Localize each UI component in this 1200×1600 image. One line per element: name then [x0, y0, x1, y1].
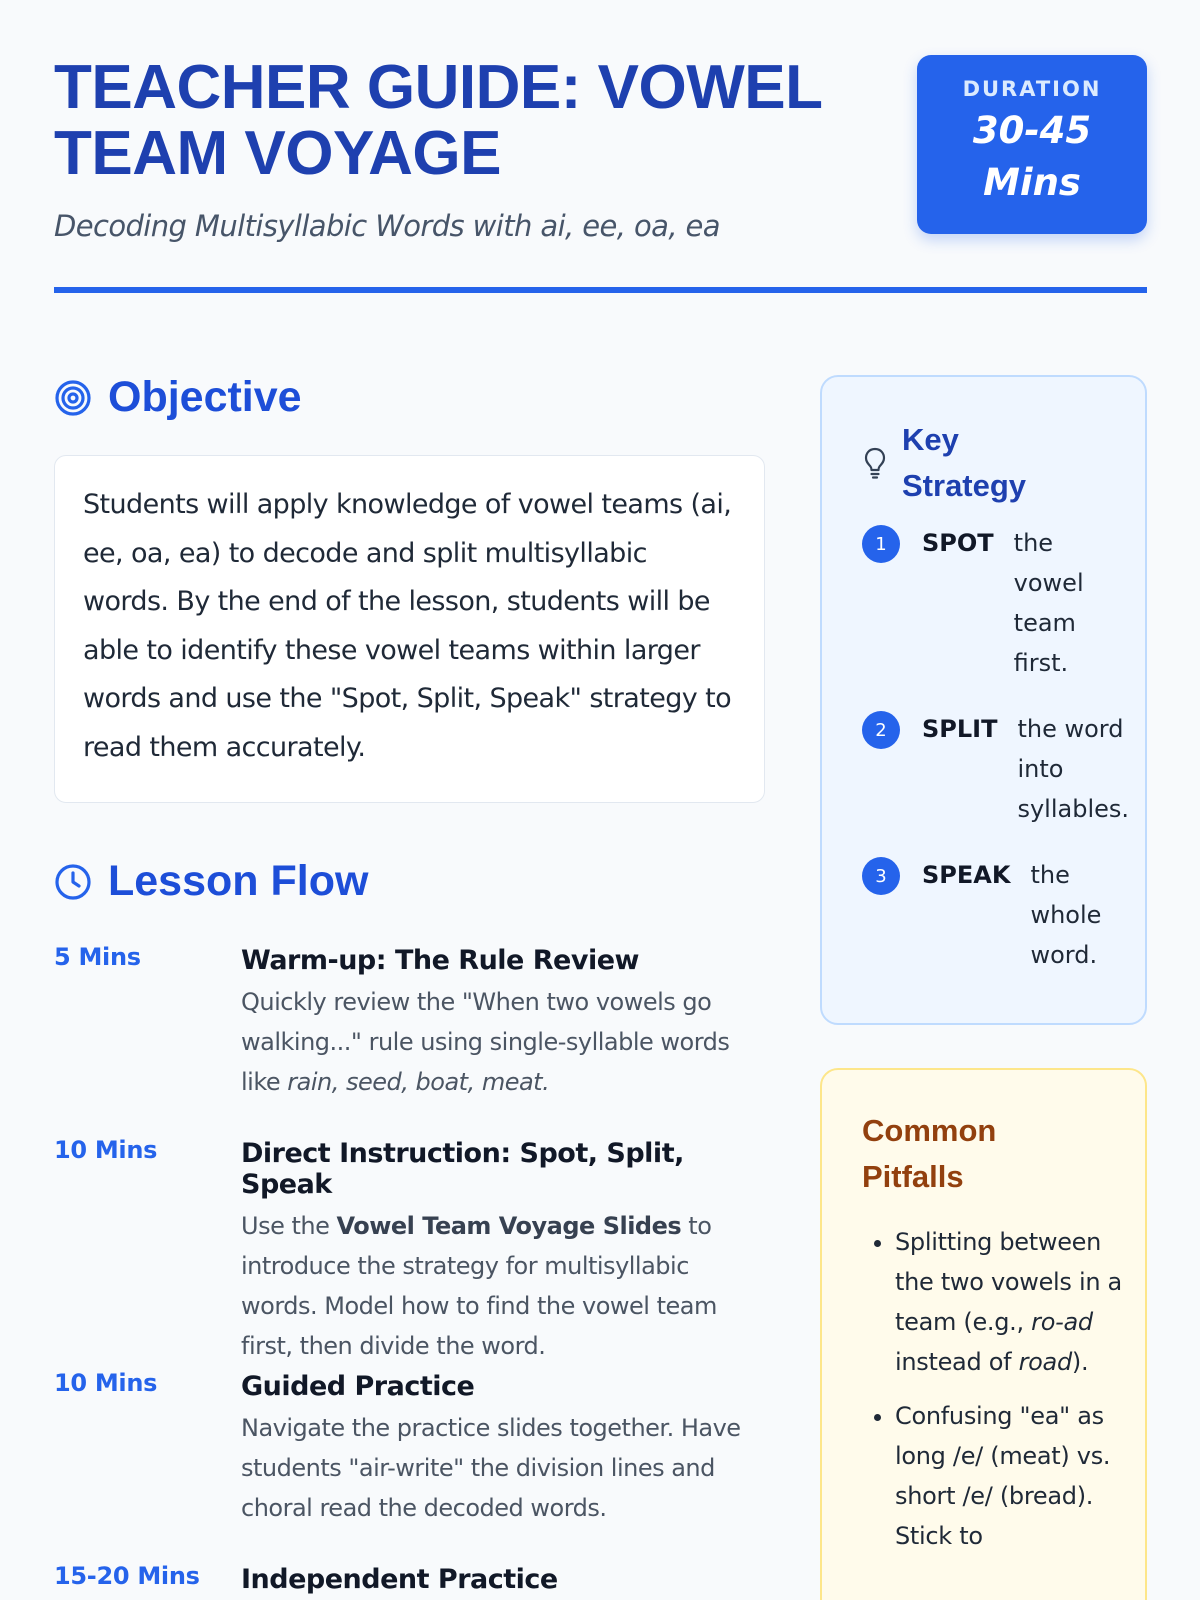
objective-heading-row — [54, 373, 302, 422]
duration-badge — [917, 55, 1147, 234]
objective-heading: Objective — [108, 373, 302, 421]
flow-time: 5 Mins — [54, 943, 141, 971]
flow-title: Guided Practice — [241, 1371, 475, 1402]
lightbulb-icon — [862, 446, 888, 480]
strategy-step — [862, 709, 1130, 829]
lesson-flow-heading: Lesson Flow — [108, 857, 369, 905]
flow-title: Warm-up: The Rule Review — [241, 945, 639, 976]
header-divider — [54, 287, 1147, 293]
step-text: the vowel team first. — [1013, 529, 1084, 677]
target-icon — [54, 379, 92, 417]
step-number: 3 — [862, 857, 900, 895]
strategy-step — [862, 855, 1125, 975]
flow-description: Quickly review the "When two vowels go walking..." rule using single-syllable words like rain, seed, boat, meat. — [241, 988, 730, 1096]
pitfalls-list — [862, 1222, 1125, 1556]
key-strategy-heading: Key Strategy — [902, 422, 1027, 503]
duration-label: DURATION — [962, 77, 1102, 101]
flow-title: Independent Practice — [241, 1564, 558, 1595]
lesson-flow-heading-row — [54, 857, 368, 906]
page-subtitle: Decoding Multisyllabic Words with ai, ee, oa, ea — [54, 209, 720, 243]
step-number: 1 — [862, 525, 900, 563]
step-text: the word into syllables. — [1017, 715, 1130, 823]
key-strategy-card — [820, 375, 1147, 1025]
flow-time: 10 Mins — [54, 1369, 158, 1397]
duration-value: 30-45 Mins — [972, 109, 1092, 204]
step-keyword: SPOT — [922, 529, 994, 557]
step-number: 2 — [862, 711, 900, 749]
page-title: TEACHER GUIDE: VOWEL TEAM VOYAGE — [54, 53, 822, 188]
pitfalls-heading: Common Pitfalls — [862, 1113, 997, 1194]
strategy-step — [862, 523, 1125, 683]
pitfalls-card — [820, 1068, 1147, 1600]
step-text: the whole word. — [1030, 861, 1102, 969]
step-keyword: SPEAK — [922, 861, 1011, 889]
header — [54, 55, 1147, 243]
list-item: • Splitting between the two vowels in a team (e.g., ro-ad instead of road). — [895, 1222, 1125, 1382]
objective-text: Students will apply knowledge of vowel teams (ai, ee, oa, ea) to decode and split multisyllabic words. By the end of the lesson, students will be able to identify these vowel teams within larger words and use the "Spot, Split, Speak" strategy to read them accurately. — [83, 489, 732, 763]
flow-time: 10 Mins — [54, 1136, 158, 1164]
flow-description: Navigate the practice slides together. Have students "air-write" the division lines and choral read the decoded words. — [241, 1414, 741, 1522]
clock-icon — [54, 863, 92, 901]
objective-card — [54, 455, 765, 803]
flow-description: Use the Vowel Team Voyage Slides to introduce the strategy for multisyllabic words. Model how to find the vowel team first, then divide the word. — [241, 1212, 717, 1360]
flow-time: 15-20 Mins — [54, 1562, 200, 1590]
flow-title: Direct Instruction: Spot, Split, Speak — [241, 1138, 684, 1200]
list-item: • Confusing "ea" as long /e/ (meat) vs. short /e/ (bread). Stick to — [895, 1396, 1125, 1556]
step-keyword: SPLIT — [922, 715, 998, 743]
